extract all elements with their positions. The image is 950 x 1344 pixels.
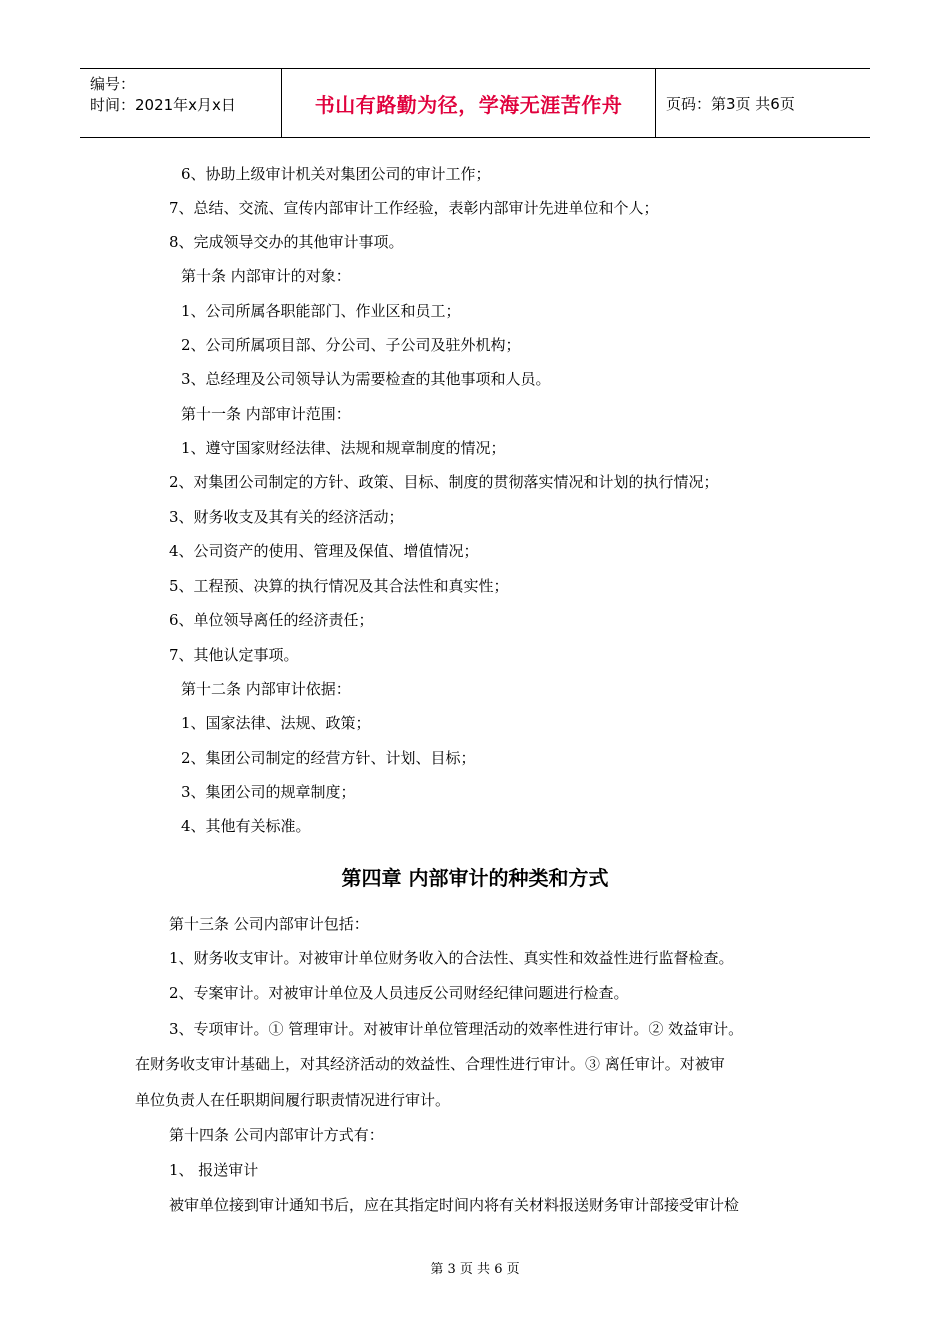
article-heading: 第十二条 内部审计依据：: [181, 680, 351, 698]
body-line: 3、总经理及公司领导认为需要检查的其他事项和人员。: [181, 370, 551, 388]
body-line: 1、国家法律、法规、政策；: [181, 714, 371, 732]
header-meta: [80, 69, 282, 137]
body-line: 1、财务收支审计。对被审计单位财务收入的合法性、真实性和效益性进行监督检查。: [169, 949, 734, 967]
body-line: 被审单位接到审计通知书后，应在其指定时间内将有关材料报送财务审计部接受审计检: [169, 1196, 740, 1214]
body-line: 3、财务收支及其有关的经济活动；: [169, 508, 404, 526]
body-line: 1、公司所属各职能部门、作业区和员工；: [181, 302, 461, 320]
body-line: 2、专案审计。对被审计单位及人员违反公司财经纪律问题进行检查。: [169, 984, 629, 1002]
date-label: 时间：2021年x月x日: [90, 96, 236, 114]
number-label: 编号：: [90, 75, 136, 93]
body-line: 4、公司资产的使用、管理及保值、增值情况；: [169, 542, 479, 560]
body-line: 2、对集团公司制定的方针、政策、目标、制度的贯彻落实情况和计划的执行情况；: [169, 473, 719, 491]
body-line: 6、协助上级审计机关对集团公司的审计工作；: [181, 165, 491, 183]
article-heading: 第十三条 公司内部审计包括：: [169, 915, 369, 933]
body-line: 2、公司所属项目部、分公司、子公司及驻外机构；: [181, 336, 521, 354]
body-line: 4、其他有关标准。: [181, 817, 311, 835]
page-header: [80, 68, 870, 138]
page-footer: 第 3 页 共 6 页: [430, 1262, 520, 1277]
header-page-info: 页码：第3页 共6页: [666, 94, 795, 113]
body-line: 7、其他认定事项。: [169, 646, 299, 664]
body-line: 1、 报送审计: [169, 1161, 259, 1179]
body-line: 2、集团公司制定的经营方针、计划、目标；: [181, 749, 476, 767]
body-line: 6、单位领导离任的经济责任；: [169, 611, 374, 629]
article-heading: 第十一条 内部审计范围：: [181, 405, 351, 423]
header-motto: 书山有路勤为径，学海无涯苦作舟: [282, 69, 656, 137]
body-line: 5、工程预、决算的执行情况及其合法性和真实性；: [169, 577, 509, 595]
body-line: 3、集团公司的规章制度；: [181, 783, 356, 801]
body-line: 8、完成领导交办的其他审计事项。: [169, 233, 404, 251]
body-line: 7、总结、交流、宣传内部审计工作经验，表彰内部审计先进单位和个人；: [169, 199, 659, 217]
body-line: 3、专项审计。① 管理审计。对被审计单位管理活动的效率性进行审计。② 效益审计。: [169, 1020, 744, 1038]
body-line: 1、遵守国家财经法律、法规和规章制度的情况；: [181, 439, 506, 457]
body-line: 在财务收支审计基础上，对其经济活动的效益性、合理性进行审计。③ 离任审计。对被审: [135, 1055, 725, 1073]
chapter-title: 第四章 内部审计的种类和方式: [341, 866, 609, 890]
article-heading: 第十条 内部审计的对象：: [181, 267, 351, 285]
article-heading: 第十四条 公司内部审计方式有：: [169, 1126, 384, 1144]
body-line: 单位负责人在任职期间履行职责情况进行审计。: [135, 1091, 451, 1109]
